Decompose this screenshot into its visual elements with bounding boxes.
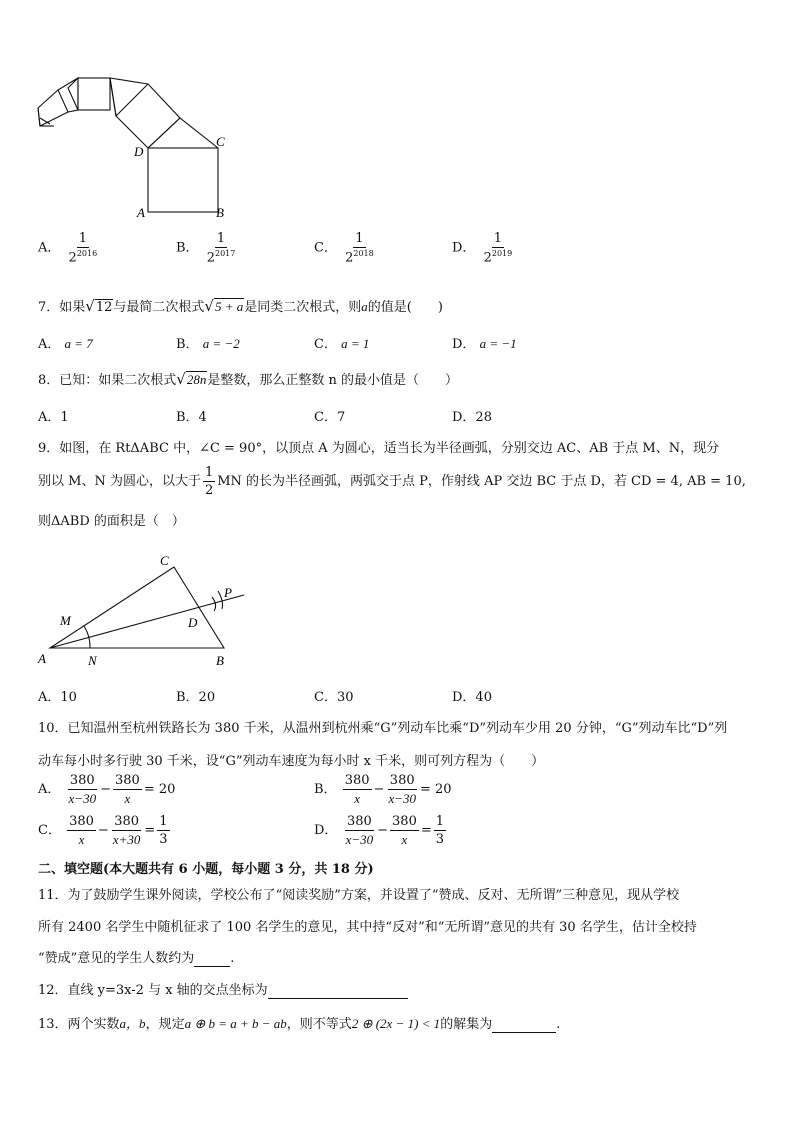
q8-option-d[interactable]: D．28 (452, 410, 492, 425)
q9-option-c[interactable]: C．30 (314, 690, 354, 705)
label-N: N (88, 653, 97, 668)
q10-option-c[interactable]: C． $\frac{380}{x}$ − $\frac{380}{x+30}$ = $\frac{1}{3}$ (38, 814, 168, 847)
label-C: C (216, 134, 225, 149)
label-D: D (188, 615, 198, 630)
q6-option-d[interactable]: D． $\frac{1}{2^{2019}}$ (452, 231, 513, 266)
q12-answer-blank[interactable] (268, 983, 408, 999)
q9-option-b[interactable]: B．20 (176, 690, 216, 705)
q10-option-b[interactable]: B． $\frac{380}{x}$ − $\frac{380}{x-30}$ = 20 (314, 773, 452, 806)
q6-option-a[interactable]: A． $\frac{1}{2^{2016}}$ (38, 231, 98, 266)
question-9-line-2: 别以 M、N 为圆心，以大于 $\frac{1}{2}$ MN 的长为半径画弧，两弧交于点 P，作射线 AP 交边 BC 于点 D，若 CD = 4, AB = 10, (38, 465, 746, 498)
label-C: C (160, 553, 169, 568)
q7-option-c[interactable]: C． a = 1 (314, 336, 370, 352)
q7-option-a[interactable]: A． a = 7 (38, 336, 93, 352)
section-2-heading: 二、填空题(本大题共有 6 小题，每小题 3 分，共 18 分) (38, 862, 374, 877)
q10-option-d[interactable]: D． $\frac{380}{x-30}$ − $\frac{380}{x}$ = $\frac{1}{3}$ (314, 814, 445, 847)
question-9-line-1: 9．如图，在 RtΔABC 中，∠C = 90°，以顶点 A 为圆心，适当长为半径画弧，分别交边 AC、AB 于点 M、N，现分 (38, 441, 720, 456)
q8-option-c[interactable]: C．7 (314, 410, 346, 425)
question-7: 7．如果√12与最简二次根式√5 + a是同类二次根式，则a的值是( ) (38, 297, 443, 315)
q8-option-a[interactable]: A．1 (38, 410, 69, 425)
question-11-line-1: 11．为了鼓励学生课外阅读，学校公布了“阅读奖励”方案，并设置了“赞成、反对、无所谓”三种意见，现从学校 (38, 888, 680, 903)
question-10-line-1: 10．已知温州至杭州铁路长为 380 千米，从温州到杭州乘“G”列动车比乘“D”列动车少用 20 分钟，“G”列动车比“D”列 (38, 721, 728, 736)
q7-option-b[interactable]: B． a = −2 (176, 336, 240, 352)
q10-option-a[interactable]: A． $\frac{380}{x-30}$ − $\frac{380}{x}$ = 20 (38, 773, 176, 806)
label-M: M (60, 613, 71, 628)
question-9-line-3: 则ΔABD 的面积是（ ） (38, 514, 185, 529)
label-A: A (137, 205, 145, 220)
q11-answer-blank[interactable] (194, 951, 230, 967)
q6-option-b[interactable]: B． $\frac{1}{2^{2017}}$ (176, 231, 236, 266)
label-B: B (216, 653, 224, 668)
label-B: B (216, 205, 224, 220)
square-abcd (148, 148, 218, 212)
label-D: D (134, 144, 144, 159)
question-11-line-3: “赞成”意见的学生人数约为 . (38, 951, 235, 966)
q9-option-d[interactable]: D．40 (452, 690, 492, 705)
q7-option-d[interactable]: D． a = −1 (452, 336, 517, 352)
figure-square-chain (30, 60, 240, 225)
label-A: A (38, 651, 46, 666)
question-8: 8．已知：如果二次根式√28n是整数，那么正整数 n 的最小值是（ ） (38, 370, 458, 388)
q6-option-c[interactable]: C． $\frac{1}{2^{2018}}$ (314, 231, 374, 266)
question-11-line-2: 所有 2400 名学生中随机征求了 100 名学生的意见，其中持“反对”和“无所谓”意见的共有 30 名学生，估计全校持 (38, 920, 697, 935)
question-13: 13．两个实数a，b，规定a ⊕ b = a + b − ab，则不等式2 ⊕ (2x − 1) < 1的解集为 . (38, 1016, 561, 1032)
q13-answer-blank[interactable] (492, 1017, 556, 1033)
q8-option-b[interactable]: B．4 (176, 410, 207, 425)
question-12: 12．直线 y=3x-2 与 x 轴的交点坐标为 (38, 979, 408, 999)
label-P: P (224, 585, 232, 600)
figure-triangle-abc (30, 545, 260, 675)
q9-option-a[interactable]: A．10 (38, 690, 77, 705)
question-10-line-2: 动车每小时多行驶 30 千米，设“G”列动车速度为每小时 x 千米，则可列方程为（ ） (38, 754, 545, 769)
